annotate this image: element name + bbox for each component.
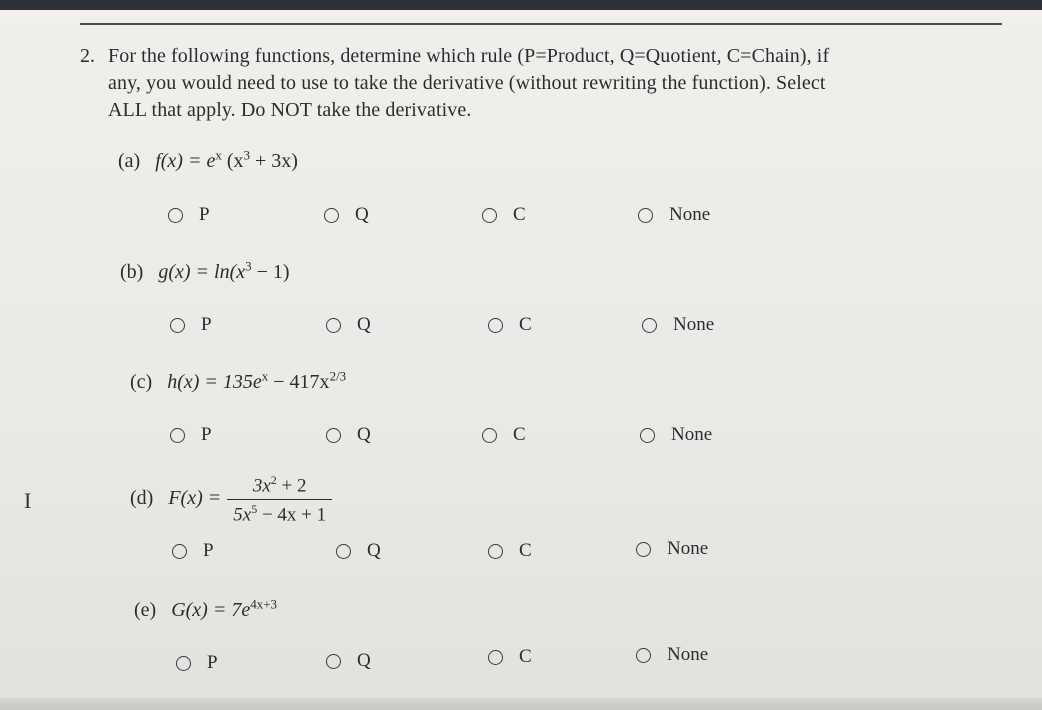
- radio-icon[interactable]: [168, 208, 183, 223]
- part-e: [134, 596, 277, 622]
- radio-icon[interactable]: [482, 428, 497, 443]
- bottom-edge: [0, 698, 1042, 710]
- radio-icon[interactable]: [642, 318, 657, 333]
- part-d-label: (d): [130, 487, 154, 510]
- part-d-option-p[interactable]: P: [172, 540, 214, 562]
- part-d-option-q[interactable]: Q: [336, 540, 381, 562]
- top-rule: [80, 23, 1002, 25]
- part-e-option-p[interactable]: P: [176, 652, 218, 674]
- radio-icon[interactable]: [336, 544, 351, 559]
- part-e-label: (e): [134, 598, 157, 621]
- radio-icon[interactable]: [326, 654, 341, 669]
- part-a-option-none[interactable]: None: [638, 204, 710, 226]
- question-line-1: For the following functions, determine which rule (P=Product, Q=Quotient, C=Chain), if: [108, 45, 830, 67]
- part-a: [118, 147, 298, 173]
- part-e-expression: $G(x) = 7e^{4x+3}$: [171, 596, 278, 621]
- radio-icon[interactable]: [638, 208, 653, 223]
- fraction: $\frac{3x^2 + 2}{5x^5 - 4x + 1}$: [227, 473, 332, 527]
- part-b-option-q[interactable]: Q: [326, 314, 371, 336]
- part-c-option-q[interactable]: Q: [326, 424, 371, 446]
- radio-icon[interactable]: [176, 656, 191, 671]
- radio-icon[interactable]: [636, 648, 651, 663]
- part-a-option-p[interactable]: P: [168, 204, 210, 226]
- question-line-3: ALL that apply. Do NOT take the derivative.: [108, 99, 472, 121]
- question-number: 2.: [80, 45, 95, 67]
- part-d-option-c[interactable]: C: [488, 540, 532, 562]
- radio-icon[interactable]: [482, 208, 497, 223]
- part-b-label: (b): [120, 260, 144, 283]
- part-b-option-c[interactable]: C: [488, 314, 532, 336]
- radio-icon[interactable]: [170, 428, 185, 443]
- radio-icon[interactable]: [326, 318, 341, 333]
- radio-icon[interactable]: [488, 544, 503, 559]
- part-e-option-q[interactable]: Q: [326, 650, 371, 672]
- radio-icon[interactable]: [172, 544, 187, 559]
- part-e-option-c[interactable]: C: [488, 646, 532, 668]
- radio-icon[interactable]: [170, 318, 185, 333]
- part-b: [120, 258, 290, 284]
- part-d-expression: F(x) = $\frac{3x^2 + 2}{5x^5 - 4x + 1}$: [168, 487, 332, 509]
- question-line-2: any, you would need to use to take the derivative (without rewriting the function). Select: [108, 72, 826, 94]
- radio-icon[interactable]: [324, 208, 339, 223]
- part-a-option-c[interactable]: C: [482, 204, 526, 226]
- part-c-option-c[interactable]: C: [482, 424, 526, 446]
- text-cursor-icon: I: [24, 488, 32, 513]
- part-d-option-none[interactable]: None: [636, 538, 708, 560]
- radio-icon[interactable]: [636, 542, 651, 557]
- part-b-option-p[interactable]: P: [170, 314, 212, 336]
- part-a-label: (a): [118, 149, 141, 172]
- part-b-option-none[interactable]: None: [642, 314, 714, 336]
- part-c-option-none[interactable]: None: [640, 424, 712, 446]
- radio-icon[interactable]: [640, 428, 655, 443]
- part-c: [130, 368, 346, 394]
- radio-icon[interactable]: [326, 428, 341, 443]
- part-a-option-q[interactable]: Q: [324, 204, 369, 226]
- part-b-expression: $g(x) = \ln(x^3 - 1)$: [158, 258, 290, 283]
- part-c-label: (c): [130, 370, 153, 393]
- part-c-expression: $h(x) = 135e^x - 417x^{2/3}$: [167, 368, 347, 393]
- part-d: [130, 473, 332, 527]
- radio-icon[interactable]: [488, 318, 503, 333]
- part-a-expression: $f(x) = e^x$ $(x^3 + 3x)$: [155, 147, 298, 172]
- radio-icon[interactable]: [488, 650, 503, 665]
- part-e-option-none[interactable]: None: [636, 644, 708, 666]
- part-c-option-p[interactable]: P: [170, 424, 212, 446]
